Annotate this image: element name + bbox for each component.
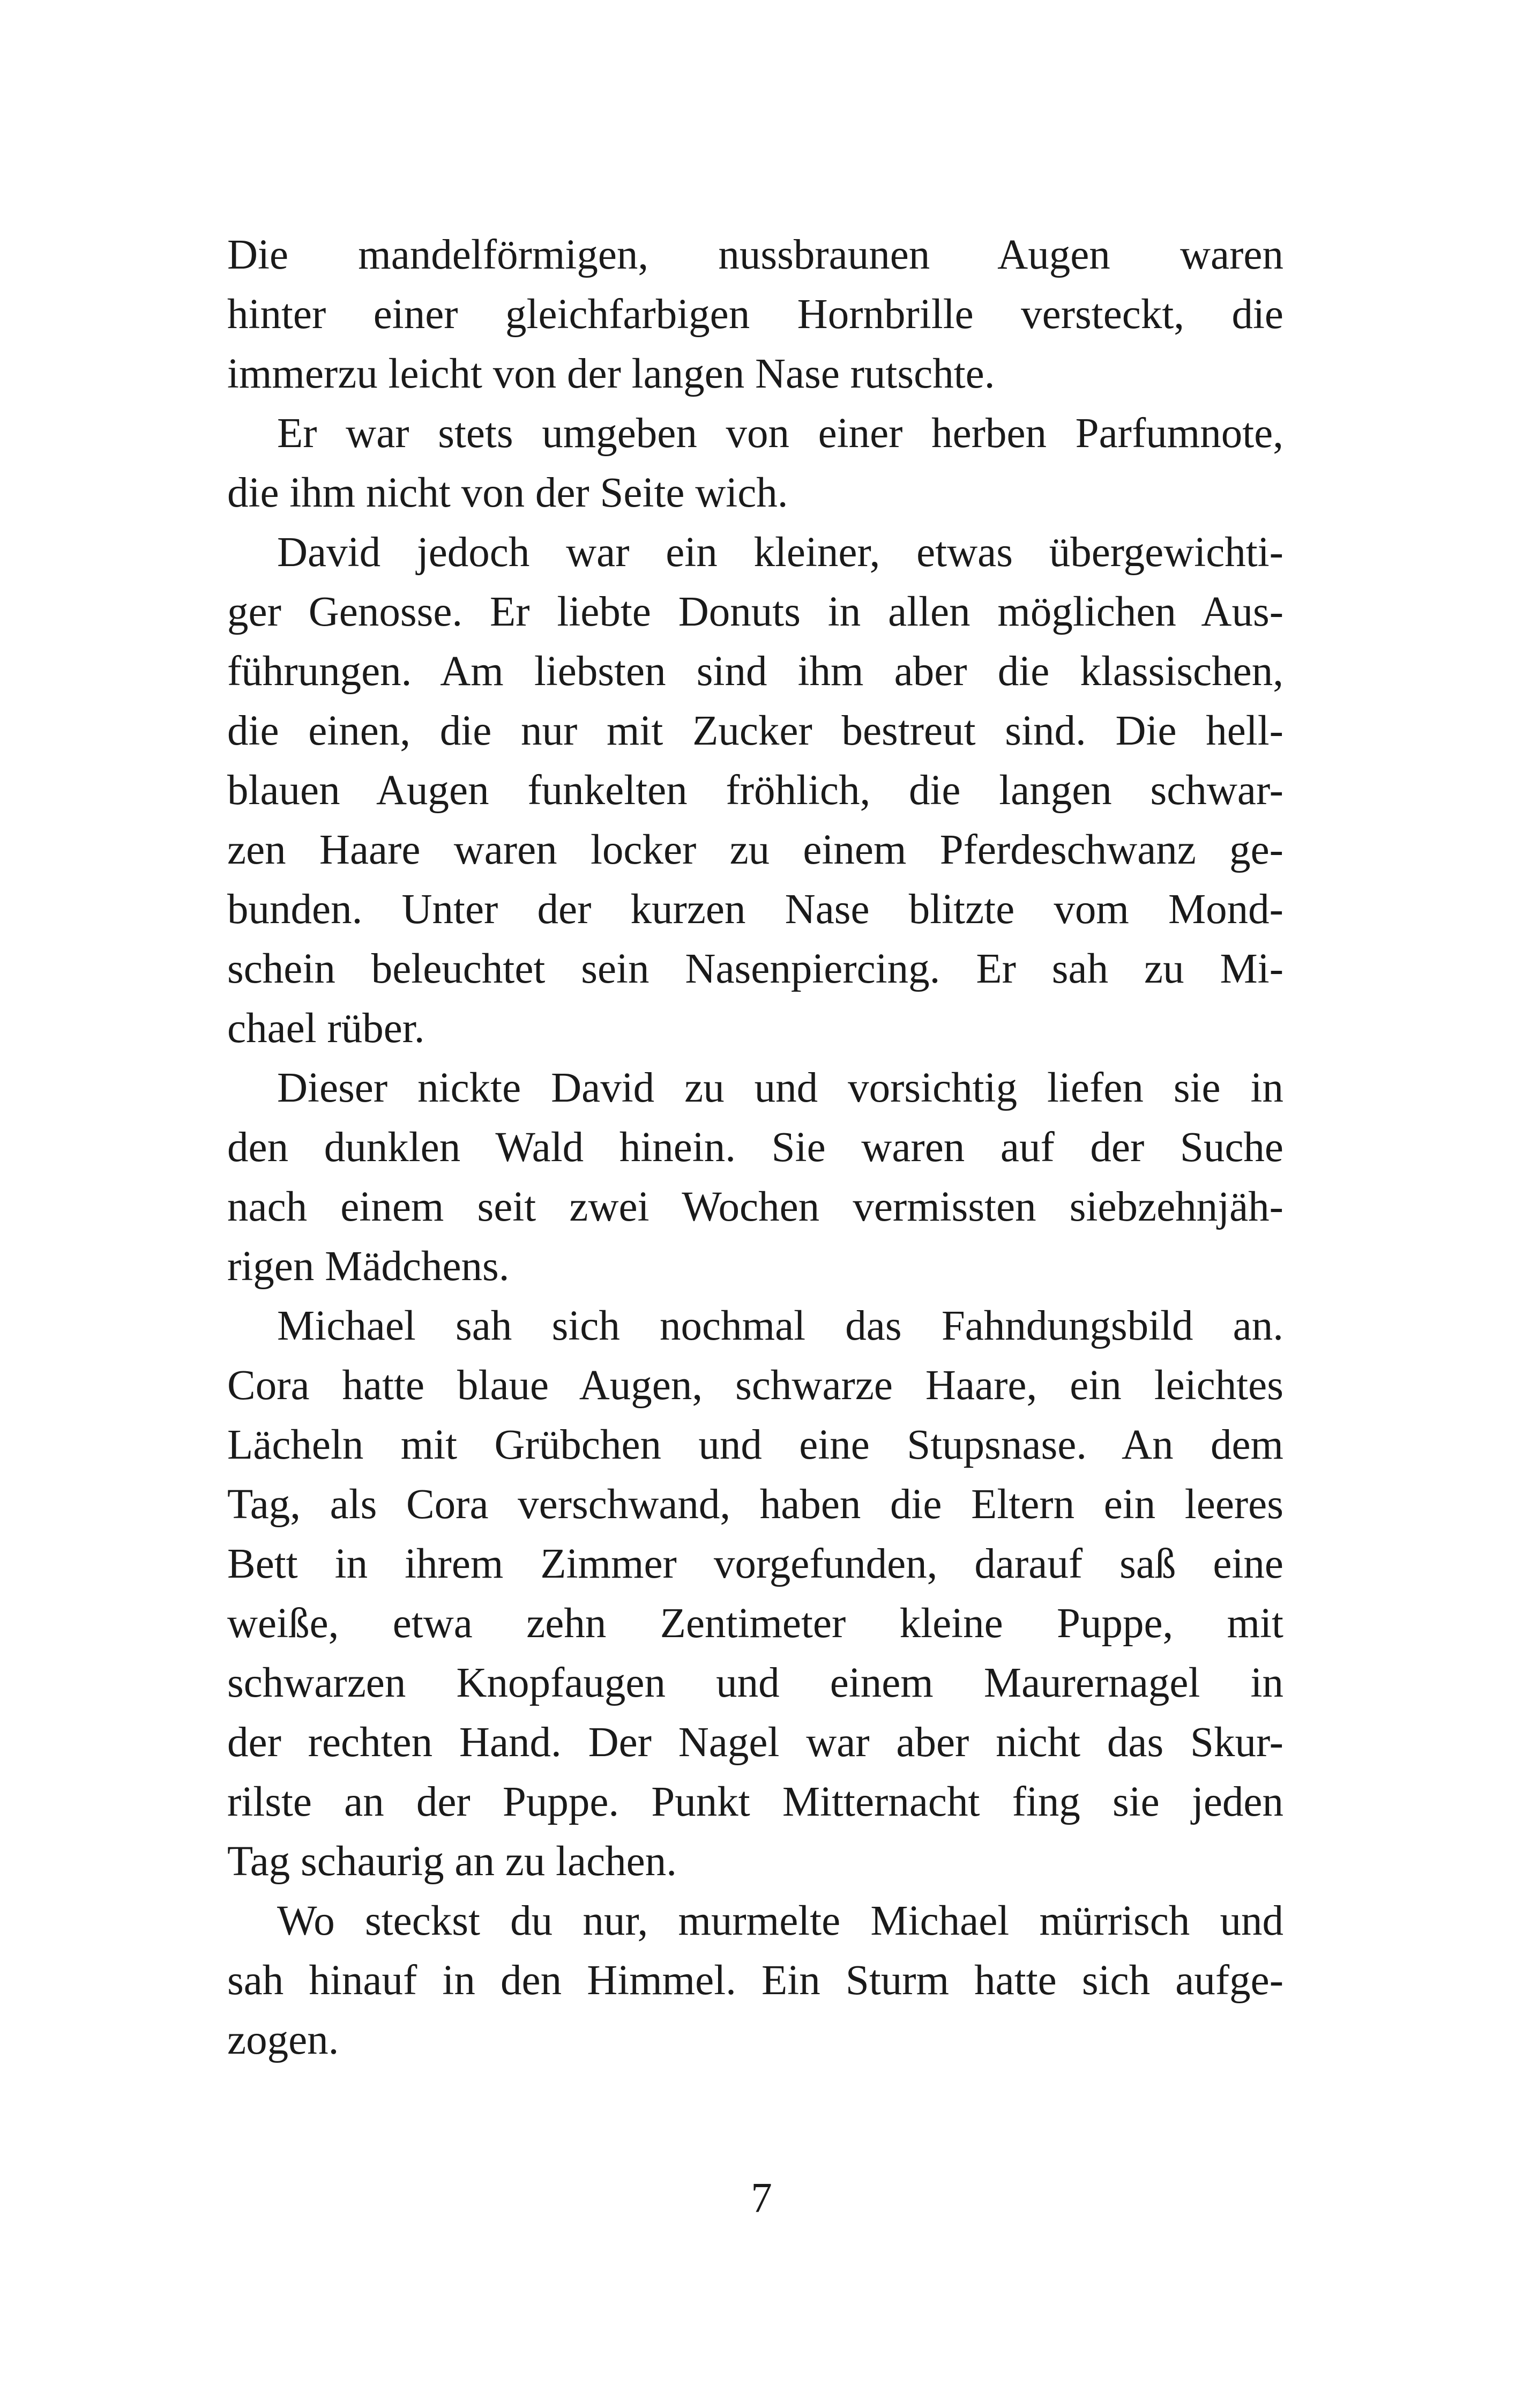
text-line: schwarzen Knopfaugen und einem Maurernagel in	[227, 1660, 1283, 1706]
paragraph	[227, 1891, 1283, 2070]
text-line: die ihm nicht von der Seite wich.	[227, 470, 788, 516]
text-line: Wo steckst du nur, murmelte Michael mürrisch und	[277, 1898, 1283, 1944]
text-line: Die mandelförmigen, nussbraunen Augen waren	[227, 232, 1283, 278]
text-line: Er war stets umgeben von einer herben Parfumnote,	[277, 410, 1283, 457]
text-line: blauen Augen funkelten fröhlich, die langen schwar-	[227, 767, 1283, 814]
text-line: bunden. Unter der kurzen Nase blitzte vom Mond-	[227, 886, 1283, 933]
text-line: Tag schaurig an zu lachen.	[227, 1838, 677, 1885]
body-text	[227, 225, 1283, 2070]
paragraph	[227, 1058, 1283, 1296]
text-line: Michael sah sich nochmal das Fahndungsbild an.	[277, 1303, 1283, 1349]
text-line: chael rüber.	[227, 1005, 425, 1052]
text-line: Cora hatte blaue Augen, schwarze Haare, ein leichtes	[227, 1362, 1283, 1409]
text-line: führungen. Am liebsten sind ihm aber die klassischen,	[227, 648, 1283, 695]
text-line: die einen, die nur mit Zucker bestreut sind. Die hell-	[227, 708, 1283, 754]
text-line: rigen Mädchens.	[227, 1243, 510, 1290]
text-line: hinter einer gleichfarbigen Hornbrille versteckt, die	[227, 291, 1283, 338]
text-line: der rechten Hand. Der Nagel war aber nicht das Skur-	[227, 1719, 1283, 1766]
page-number: 7	[751, 2175, 772, 2221]
text-line: Lächeln mit Grübchen und eine Stupsnase. An dem	[227, 1422, 1283, 1468]
text-line: Dieser nickte David zu und vorsichtig liefen sie in	[277, 1065, 1283, 1111]
text-line: zogen.	[227, 2017, 339, 2063]
paragraph	[227, 1296, 1283, 1891]
text-line: immerzu leicht von der langen Nase rutschte.	[227, 351, 995, 397]
text-line: Bett in ihrem Zimmer vorgefunden, darauf saß eine	[227, 1541, 1283, 1587]
text-line: den dunklen Wald hinein. Sie waren auf der Suche	[227, 1124, 1283, 1171]
text-line: nach einem seit zwei Wochen vermissten siebzehnjäh-	[227, 1184, 1283, 1230]
paragraph	[227, 404, 1283, 523]
text-line: rilste an der Puppe. Punkt Mitternacht fing sie jeden	[227, 1779, 1283, 1825]
text-line: weiße, etwa zehn Zentimeter kleine Puppe, mit	[227, 1600, 1283, 1647]
text-line: ger Genosse. Er liebte Donuts in allen möglichen Aus-	[227, 589, 1283, 635]
text-line: sah hinauf in den Himmel. Ein Sturm hatte sich aufge-	[227, 1957, 1283, 2004]
text-line: zen Haare waren locker zu einem Pferdeschwanz ge-	[227, 827, 1283, 873]
text-line: Tag, als Cora verschwand, haben die Eltern ein leeres	[227, 1481, 1283, 1528]
text-line: schein beleuchtet sein Nasenpiercing. Er sah zu Mi-	[227, 946, 1283, 992]
paragraph	[227, 523, 1283, 1058]
paragraph	[227, 225, 1283, 404]
text-line: David jedoch war ein kleiner, etwas übergewichti-	[277, 529, 1283, 576]
